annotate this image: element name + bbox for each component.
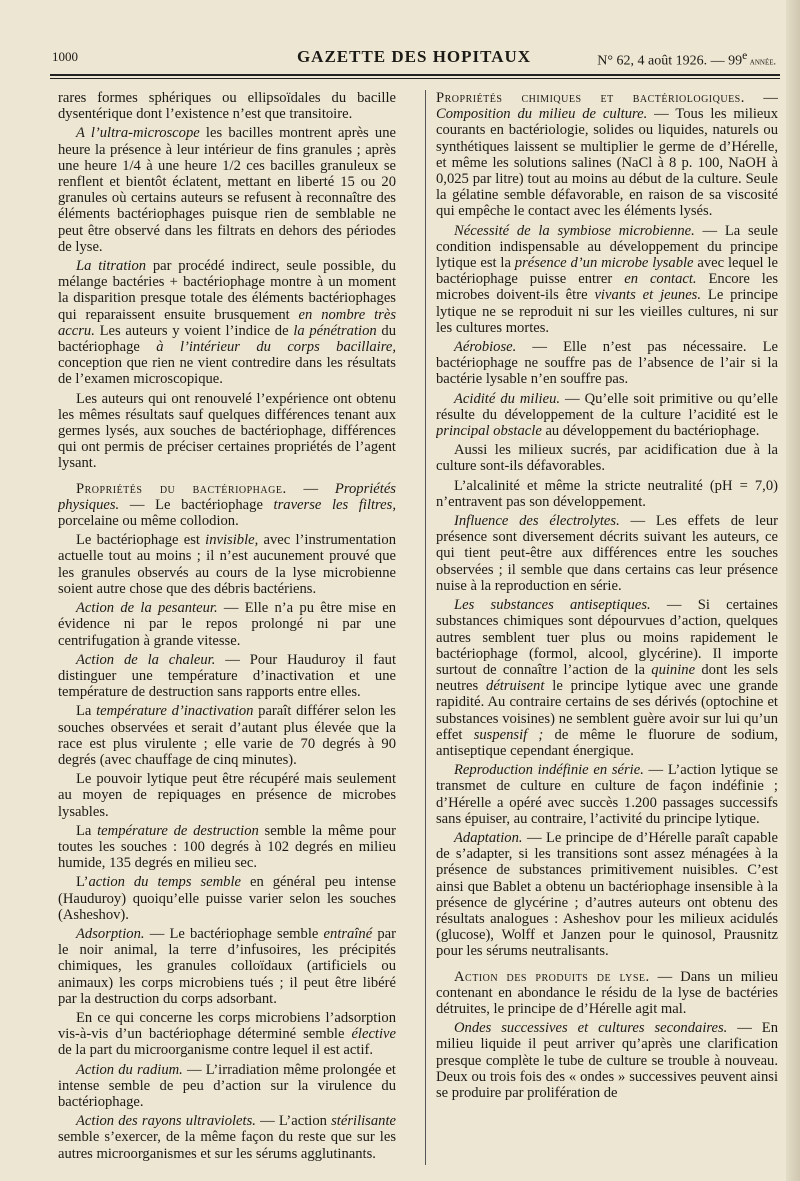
text-run: de la part du microorganisme contre lequel il est actif. <box>58 1042 374 1059</box>
paragraph <box>58 874 396 923</box>
page-number: 1000 <box>52 49 78 64</box>
paragraph <box>58 771 396 820</box>
paragraph <box>436 223 778 336</box>
paragraph <box>58 652 396 701</box>
text-run: Le principe lytique ne se reproduit ni sur les vieilles cultures, ni sur les cultures mortes. <box>436 287 778 336</box>
section-paragraph <box>436 969 778 1018</box>
italic-run: Adsorption. <box>76 925 145 942</box>
text-run: Le bactériophage est <box>76 532 206 549</box>
section-paragraph <box>58 481 396 530</box>
text-run: Les auteurs y voient l’indice de <box>94 322 294 339</box>
text-run: — L’action <box>255 1113 332 1130</box>
italic-run: Reproduction indéfinie en série. <box>454 762 644 779</box>
paragraph <box>436 762 778 827</box>
text-run: du bactériophage <box>58 322 396 356</box>
text-run: — Pour Hauduroy il faut distinguer une température d’inactivation et une température de destruction sans rapports entre elles. <box>58 651 396 701</box>
text-run: — Les effets de leur présence sont diversement décrits suivant les auteurs, ce qui tient peut-être aux différences entre les souches observées ; il semble que dans certains cas leur présence nuise à la reproduction en série. <box>436 513 778 594</box>
header-rule-thin <box>50 78 780 79</box>
text-run: Les auteurs qui ont renouvelé l’expérience ont obtenu les mêmes résultats sauf quelques différences tenant aux germes lysés, aux souches de bactériophage, différences qui ont permis de préciser certaines propriétés de l’agent lysant. <box>58 390 396 472</box>
issue-annee: année. <box>747 56 776 68</box>
issue-ordinal: e <box>742 49 748 62</box>
text-run: en général peu intense (Hauduroy) quoiqu’elle puisse varier selon les souches (Asheshov). <box>58 874 396 923</box>
italic-run: Action de la pesanteur. <box>76 600 218 617</box>
text-run: au développement du bactériophage. <box>541 423 760 440</box>
text-run: semble s’exercer, de la même façon du reste que sur les autres microorganismes et sur les sérums agglutinants. <box>58 1129 396 1162</box>
text-run: — Elle n’est pas nécessaire. Le bactériophage ne souffre pas de l’absence de l’air si la bactérie lysable n’en souffre pas. <box>436 339 778 388</box>
text-run: En ce qui concerne les corps microbiens l’adsorption vis-à-vis d’un bactériophage déterminé semble <box>58 1009 396 1043</box>
paragraph <box>58 532 396 597</box>
paragraph <box>436 513 778 594</box>
page-edge <box>786 0 800 1181</box>
italic-run: stérilisante <box>331 1113 396 1130</box>
text-run: porcelaine ou même collodion. <box>58 513 239 530</box>
text-run: — <box>744 90 778 106</box>
text-run: avec lequel le bactériophage puisse entrer <box>436 255 778 288</box>
text-run: Encore les microbes doivent-ils être <box>436 271 778 304</box>
italic-run: Acidité du milieu. <box>454 390 561 407</box>
text-run: — L’action lytique se transmet de culture en culture de façon indéfinie ; d’Hérelle a opéré avec succès 1.200 passages successifs sans épuiser, au contraire, l’activité du principe lytique. <box>436 762 778 827</box>
italic-run: Adaptation. <box>454 829 523 846</box>
paragraph <box>58 1062 396 1111</box>
text-run: semble la même pour toutes les souches : 100 degrés à 102 degrés en milieu humide, 135 degrés en milieu sec. <box>58 822 396 872</box>
italic-run: présence d’un microbe lysable <box>514 255 694 272</box>
page-header <box>44 47 784 69</box>
italic-run: principal obstacle <box>436 423 542 440</box>
paragraph <box>58 926 396 1007</box>
text-run: — La seule condition indispensable au développement du principe lytique est la <box>436 222 778 272</box>
italic-run: à l’intérieur du corps bacillaire, <box>156 339 396 356</box>
issue-date: N° 62, 4 août 1926. — 99 <box>597 53 743 69</box>
italic-run: Action des rayons ultraviolets. <box>76 1113 256 1130</box>
text-run: — Le principe de d’Hérelle paraît capable de s’adapter, si les transitions sont assez ménagées à la présence de substances primitivement nuisibles. C’est ainsi que Bablet a obtenu un bactériophage insensible à la présence de glycérine ; d’autres auteurs ont obtenu des résultats analogues : Asheshov pour les milieux acidulés (glucose), Wolff et Janzen pour le quinosol, Prausnitz pour les sérums neutralisants. <box>436 829 778 960</box>
text-run: — Si certaines substances chimiques sont dépourvues d’action, quelques autres semblent tuer plus ou moins rapidement le bactériophage (formol, alcool, glycérine). Il importe surtout de connaître l’action de la <box>436 597 778 678</box>
italic-run: Composition du milieu de culture. <box>436 106 648 123</box>
text-run: — Tous les milieux courants en bactériologie, solides ou liquides, naturels ou synthétiques laissent se multiplier le germe de d’Hérelle, et même les solutions salines (NaCl à 8 p. 100, NaOH à 0,025 par litre) tout au moins au début de la culture. Seule la gélatine semble défavorable, en raison de sa viscosité qui empêche le contact avec les éléments lysés. <box>436 106 778 220</box>
paragraph <box>436 339 778 388</box>
italic-run: Action du radium. <box>76 1061 183 1078</box>
text-run: — Dans un milieu contenant en abondance le résidu de la lyse de bactéries détruites, le principe de d’Hérelle agit mal. <box>436 968 778 1017</box>
text-run: — Le bactériophage semble <box>144 925 324 942</box>
text-run: avec l’instrumentation actuelle tout au moins ; il n’est aucunement prouvé que les granules observés au cours de la lyse microbienne soient autre chose que des débris bactériens. <box>58 532 396 597</box>
paragraph <box>436 478 778 510</box>
italic-run: invisible, <box>205 532 259 549</box>
text-run: — <box>286 480 335 497</box>
journal-title: GAZETTE DES HOPITAUX <box>296 47 532 66</box>
italic-run: La titration <box>76 258 147 275</box>
text-run: La <box>76 703 97 720</box>
paragraph <box>58 703 396 768</box>
section-heading: Propriétés du bactériophage. <box>76 480 287 497</box>
paragraph <box>58 823 396 872</box>
right-column <box>436 90 778 1170</box>
text-run: par le noir animal, la terre d’infusoires, les précipités chimiques, les granules colloïdaux (artificiels ou animaux) les corps microbiens tués ; il peut être libéré par la destruction du corps adsorbant. <box>58 925 396 1007</box>
text-run: Aussi les milieux sucrés, par acidification due à la culture sont-ils défavorables. <box>436 442 778 475</box>
paragraph <box>436 1020 778 1101</box>
italic-run: vivants et jeunes. <box>594 287 702 304</box>
italic-run: Influence des électrolytes. <box>454 513 620 530</box>
paragraph <box>58 1113 396 1162</box>
italic-run: traverse les filtres, <box>273 496 396 513</box>
italic-run: Action de la chaleur. <box>76 651 216 668</box>
text-run: Le pouvoir lytique peut être récupéré mais seulement au moyen de repiquages en présence de microbes lysables. <box>58 771 396 820</box>
text-run: paraît différer selon les souches observées et serait d’autant plus élevée que la race est plus virulente ; elle varie de 70 degrés à 90 degrés (avec chauffage de cinq minutes). <box>58 703 396 768</box>
text-run: — En milieu liquide il peut arriver qu’après une clarification presque complète le tube de culture se trouble à nouveau. Deux ou trois fois des « ondes » successives peuvent ainsi se produire par prolifération de <box>436 1020 778 1101</box>
paragraph <box>58 258 396 388</box>
paragraph <box>58 90 396 122</box>
italic-run: température d’inactivation <box>96 703 254 720</box>
paragraph <box>436 597 778 759</box>
text-run: de même le fluorure de sodium, antiseptique cependant énergique. <box>436 726 778 759</box>
italic-run: détruisent <box>486 678 545 695</box>
text-run: — L’irradiation même prolongée et intense semble de peu d’action sur la virulence du bactériophage. <box>58 1061 396 1110</box>
italic-run: quinine <box>651 661 696 678</box>
text-run: les bacilles montrent après une heure la présence à leur intérieur de fins granules ; après une heure 1/4 à une heure 1/2 ces bacilles granuleux se renflent et bientôt éclatent, mettant en liberté 15 ou 20 granules où certains auteurs se refusent à reconnaître des éléments bactériophages puisque rien de semblable ne peut être observé dans les filtrats en dehors des périodes de lyse. <box>58 125 396 255</box>
text-run: dont les sels neutres <box>436 661 778 695</box>
italic-run: en nombre très accru. <box>58 306 396 339</box>
paragraph <box>436 391 778 440</box>
text-run: conception que rien ne vient contredire dans les résultats de l’examen microscopique. <box>58 355 396 388</box>
text-run: — Le bactériophage <box>119 496 274 513</box>
italic-run: Propriétés physiques. <box>58 480 396 513</box>
paragraph <box>436 90 778 220</box>
text-run: — Elle n’a pu être mise en évidence ni par le repos prolongé ni par une centrifugation à grande vitesse. <box>58 600 396 649</box>
italic-run: en contact. <box>624 271 697 288</box>
text-run: La <box>76 822 98 839</box>
paragraph <box>58 600 396 649</box>
paragraph <box>58 125 396 255</box>
left-column <box>58 90 396 1170</box>
paragraph <box>436 830 778 960</box>
paragraph <box>58 1010 396 1059</box>
italic-run: entraîné <box>323 925 373 942</box>
text-run: L’ <box>76 874 89 891</box>
section-heading: Propriétés chimiques et bactériologiques. <box>436 90 745 106</box>
italic-run: A l’ultra-microscope <box>76 125 200 142</box>
italic-run: la pénétration <box>293 322 377 339</box>
italic-run: Aérobiose. <box>454 339 517 356</box>
section-heading: Action des produits de lyse. <box>454 968 650 985</box>
italic-run: Nécessité de la symbiose microbienne. <box>454 222 695 239</box>
italic-run: action du temps semble <box>88 874 241 891</box>
italic-run: Ondes successives et cultures secondaires. <box>454 1020 728 1037</box>
italic-run: Les substances antiseptiques. <box>454 597 651 614</box>
column-divider <box>425 90 426 1165</box>
text-run: L’alcalinité et même la stricte neutralité (pH = 7,0) n’entravent pas son développement. <box>436 477 778 510</box>
text-run: rares formes sphériques ou ellipsoïdales du bacille dysentérique dont l’existence n’est que transitoire. <box>58 90 396 123</box>
header-rule-thick <box>50 74 780 76</box>
italic-run: température de destruction <box>97 822 259 839</box>
issue-info <box>597 49 776 70</box>
italic-run: élective <box>351 1026 396 1043</box>
text-run: par procédé indirect, seule possible, du mélange bactéries + bactériophage montre à un moment la disparition presque totale des éléments bactériophages qui reparaissent ensuite brusquement <box>58 258 396 323</box>
italic-run: suspensif ; <box>473 726 544 743</box>
paragraph <box>58 391 396 472</box>
paragraph <box>436 442 778 474</box>
text-run: — Qu’elle soit primitive ou qu’elle résulte du développement de la culture l’acidité est le <box>436 390 778 423</box>
text-run: le principe lytique avec une grande rapidité. Au contraire certains de ses dérivés (optochine et substances voisines) ne semblent guère avoir sur lui qu’un effet <box>436 678 778 743</box>
